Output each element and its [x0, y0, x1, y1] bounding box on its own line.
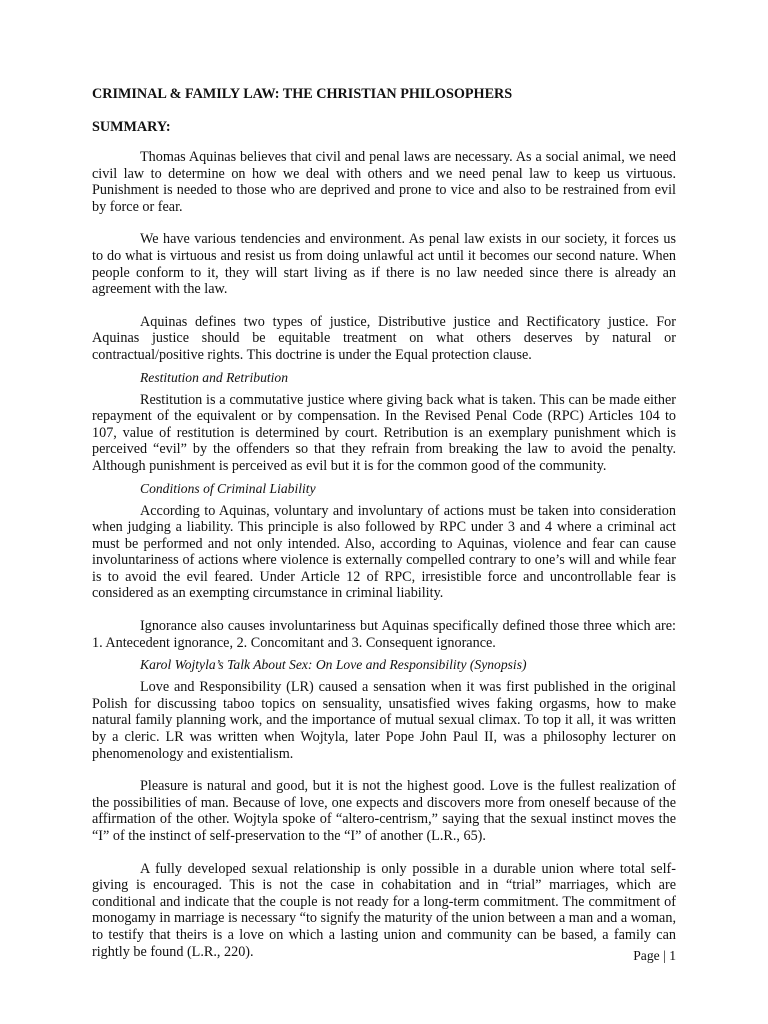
paragraph: Restitution is a commutative justice where giving back what is taken. This can be made either repayment of the equivalent or by compensation. In the Revised Penal Code (RPC) Articles 104 to 107, value of restitution is determined by court. Retribution is an exemplary punishment which is perceived “evil” by the offenders so that they refrain from breaking the law to avoid the penalty. Although punishment is perceived as evil but it is for the common good of the community. [92, 391, 676, 474]
section-heading-wojtyla: Karol Wojtyla’s Talk About Sex: On Love and Responsibility (Synopsis) [140, 657, 527, 673]
section-heading-restitution: Restitution and Retribution [140, 369, 289, 385]
section-heading-liability: Conditions of Criminal Liability [140, 480, 316, 496]
paragraph: Love and Responsibility (LR) caused a sensation when it was first published in the original Polish for discussing taboo topics on sensuality, unsatisfied wives faking orgasms, how to make natural family planning work, and the importance of mutual sexual climax. To top it all, it was written by a cleric. LR was written when Wojtyla, later Pope John Paul II, was a philosophy lecturer on phenomenology and existentialism. [92, 679, 676, 762]
paragraph: Pleasure is natural and good, but it is not the highest good. Love is the fullest realization of the possibilities of man. Because of love, one expects and discovers more from oneself because of the affirmation of the other. Wojtyla spoke of “altero-centrism,” saying that the sexual instinct moves the “I” of the instinct of self-preservation to the “I” of another (L.R., 65). [92, 778, 676, 844]
paragraph: Aquinas defines two types of justice, Distributive justice and Rectificatory justice. For Aquinas justice should be equitable treatment on what others deserves by natural or contractual/positive rights. This doctrine is under the Equal protection clause. [92, 313, 676, 363]
paragraph: According to Aquinas, voluntary and involuntary of actions must be taken into consideration when judging a liability. This principle is also followed by RPC under 3 and 4 where a criminal act must be performed and not only intended. Also, according to Aquinas, violence and fear can cause involuntariness of actions where violence is externally compelled contrary to one’s will and while fear is to avoid the evil feared. Under Article 12 of RPC, irresistible force and uncontrollable fear is considered as an exempting circumstance in criminal liability. [92, 502, 676, 602]
page-number: Page | 1 [633, 948, 676, 963]
paragraph: A fully developed sexual relationship is only possible in a durable union where total self-giving is encouraged. This is not the case in cohabitation and in “trial” marriages, which are conditional and indicate that the couple is not ready for a long-term commitment. The commitment of monogamy in marriage is necessary “to signify the maturity of the union between a man and a woman, to testify that theirs is a love on which a lasting union and community can be based, a family can rightly be found (L.R., 220). [92, 860, 676, 960]
document-title: CRIMINAL & FAMILY LAW: THE CHRISTIAN PHILOSOPHERS [92, 86, 513, 102]
paragraph: Ignorance also causes involuntariness but Aquinas specifically defined those three which are: 1. Antecedent ignorance, 2. Concomitant and 3. Consequent ignorance. [92, 618, 676, 651]
paragraph: Thomas Aquinas believes that civil and penal laws are necessary. As a social animal, we need civil law to determine on how we deal with others and we need penal law to keep us virtuous. Punishment is needed to those who are deprived and prone to vice and also to be restrained from evil by force or fear. [92, 149, 676, 215]
paragraph: We have various tendencies and environment. As penal law exists in our society, it forces us to do what is virtuous and resist us from doing unlawful act until it becomes our second nature. When people conform to it, they will start living as if there is no law needed since there is already an agreement with the law. [92, 231, 676, 298]
summary-heading: SUMMARY: [92, 119, 171, 135]
